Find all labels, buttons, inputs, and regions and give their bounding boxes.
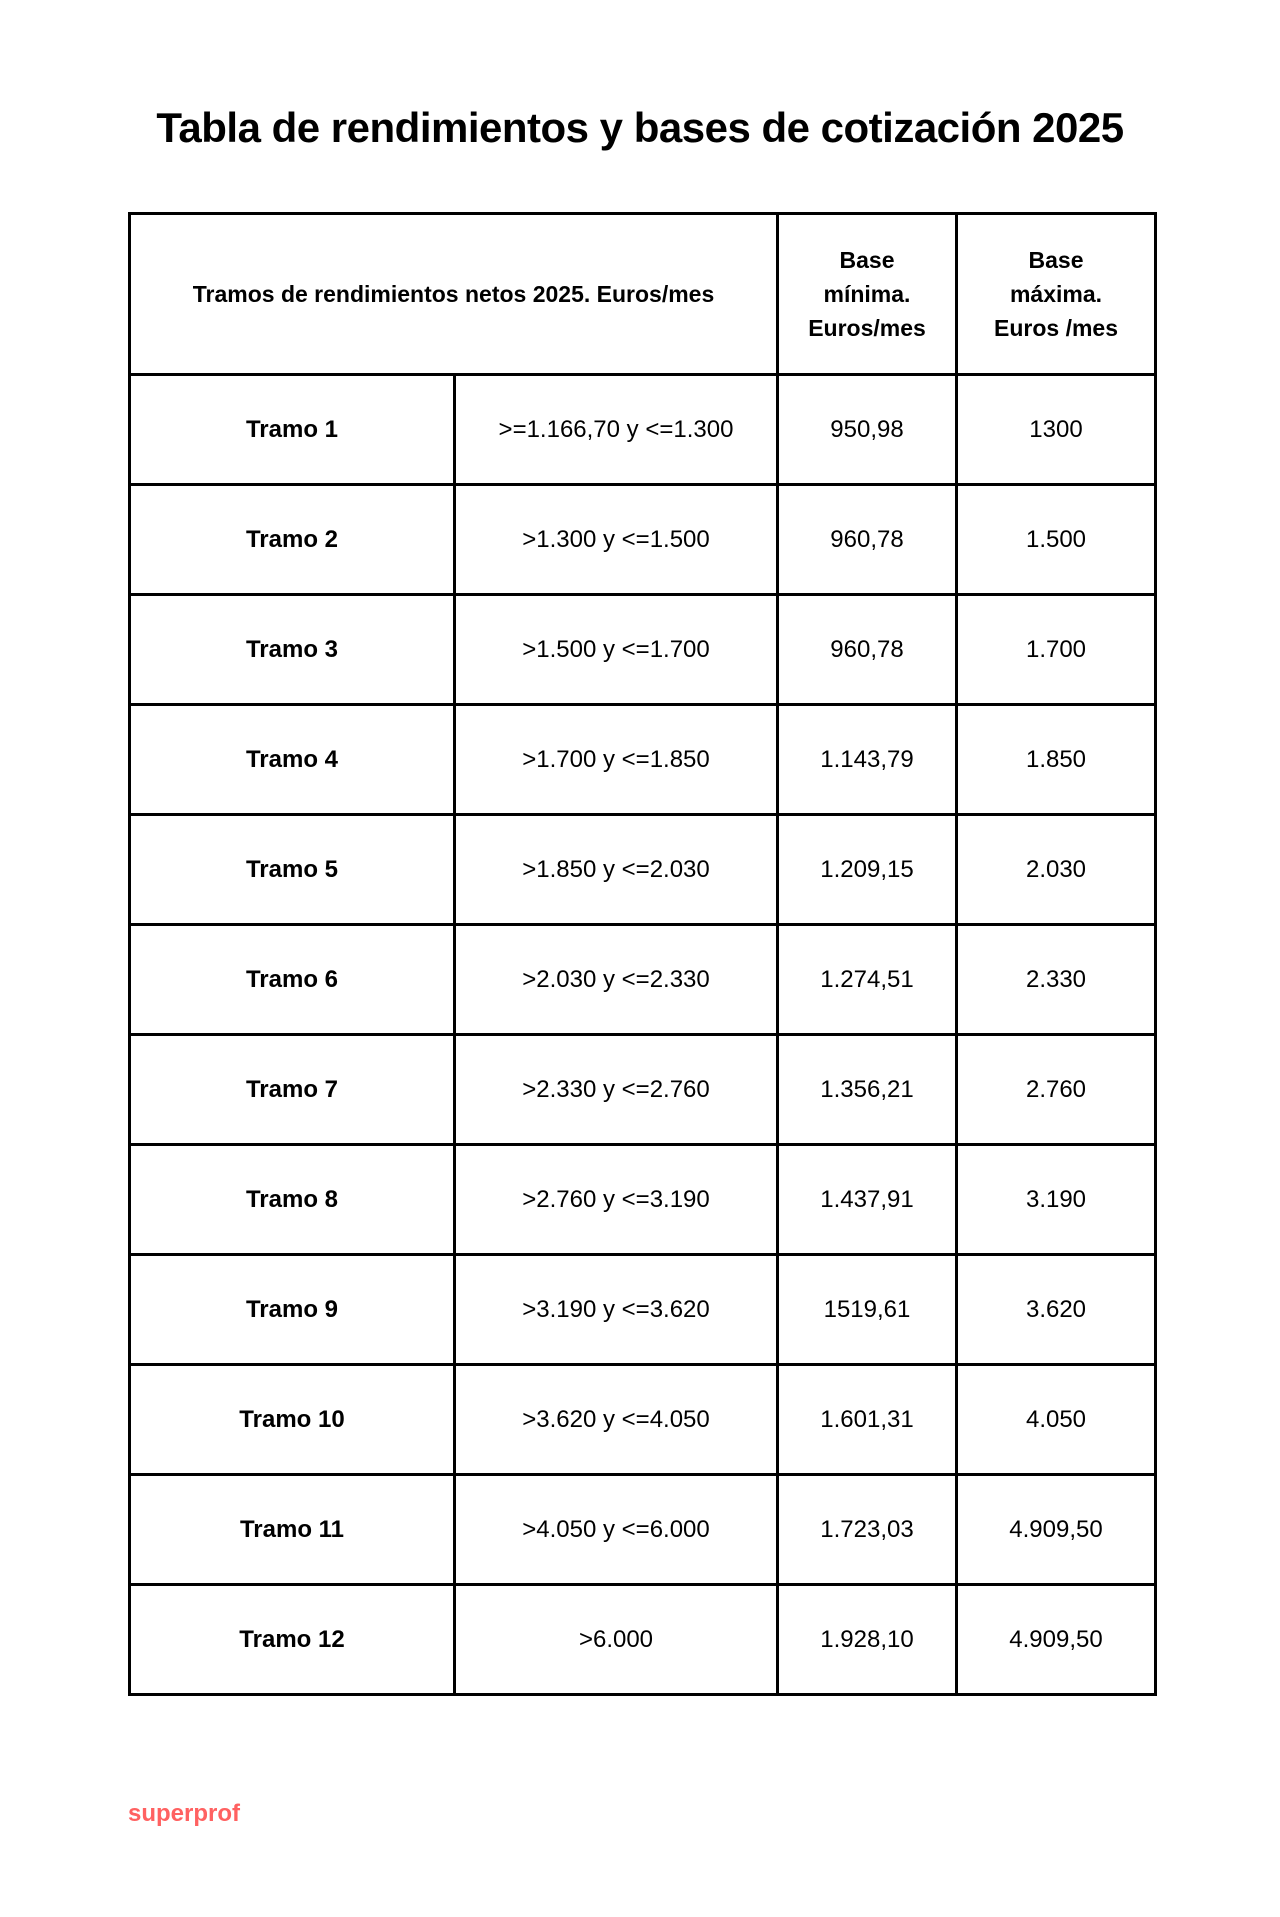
tramo-range: >2.330 y <=2.760 <box>455 1035 778 1145</box>
tramo-label: Tramo 10 <box>130 1365 455 1475</box>
tramo-label: Tramo 2 <box>130 485 455 595</box>
table-row <box>130 1255 1156 1365</box>
header-base-minima-line: mínima. <box>823 281 911 307</box>
tramo-label: Tramo 3 <box>130 595 455 705</box>
base-maxima-value: 4.909,50 <box>957 1475 1156 1585</box>
table-header-row <box>130 214 1156 375</box>
base-maxima-value: 3.620 <box>957 1255 1156 1365</box>
base-minima-value: 1.356,21 <box>778 1035 957 1145</box>
table-row <box>130 1035 1156 1145</box>
tramo-label: Tramo 1 <box>130 375 455 485</box>
table-row <box>130 1585 1156 1695</box>
superprof-logo: superprof <box>128 1800 241 1827</box>
header-base-minima <box>778 214 957 375</box>
tramo-range: >4.050 y <=6.000 <box>455 1475 778 1585</box>
base-maxima-value: 1.500 <box>957 485 1156 595</box>
base-minima-value: 1.274,51 <box>778 925 957 1035</box>
table-row <box>130 375 1156 485</box>
tramo-range: >1.700 y <=1.850 <box>455 705 778 815</box>
tramo-label: Tramo 4 <box>130 705 455 815</box>
base-minima-value: 1.209,15 <box>778 815 957 925</box>
tramo-label: Tramo 7 <box>130 1035 455 1145</box>
header-base-minima-line: Euros/mes <box>808 315 926 341</box>
tramo-range: >1.500 y <=1.700 <box>455 595 778 705</box>
tramo-label: Tramo 12 <box>130 1585 455 1695</box>
base-minima-value: 960,78 <box>778 485 957 595</box>
tramo-range: >3.190 y <=3.620 <box>455 1255 778 1365</box>
base-minima-value: 1.928,10 <box>778 1585 957 1695</box>
table-row <box>130 1475 1156 1585</box>
page-title: Tabla de rendimientos y bases de cotización 2025 <box>156 104 1124 151</box>
header-base-maxima <box>957 214 1156 375</box>
base-maxima-value: 2.330 <box>957 925 1156 1035</box>
base-maxima-value: 1.850 <box>957 705 1156 815</box>
base-minima-value: 1.601,31 <box>778 1365 957 1475</box>
header-base-minima-line: Base <box>839 247 895 273</box>
tramo-label: Tramo 5 <box>130 815 455 925</box>
tramo-label: Tramo 9 <box>130 1255 455 1365</box>
base-minima-value: 1.723,03 <box>778 1475 957 1585</box>
base-minima-value: 960,78 <box>778 595 957 705</box>
table-row <box>130 1365 1156 1475</box>
base-minima-value: 950,98 <box>778 375 957 485</box>
base-minima-value: 1.437,91 <box>778 1145 957 1255</box>
base-maxima-value: 3.190 <box>957 1145 1156 1255</box>
base-maxima-value: 2.030 <box>957 815 1156 925</box>
base-maxima-value: 2.760 <box>957 1035 1156 1145</box>
header-base-maxima-line: máxima. <box>1009 281 1103 307</box>
tramo-range: >2.030 y <=2.330 <box>455 925 778 1035</box>
base-maxima-value: 1300 <box>957 375 1156 485</box>
table-row <box>130 1145 1156 1255</box>
base-minima-value: 1.143,79 <box>778 705 957 815</box>
base-maxima-value: 1.700 <box>957 595 1156 705</box>
contribution-table <box>128 212 1157 1696</box>
header-tramos: Tramos de rendimientos netos 2025. Euros/mes <box>130 214 778 375</box>
base-maxima-value: 4.909,50 <box>957 1585 1156 1695</box>
tramo-range: >=1.166,70 y <=1.300 <box>455 375 778 485</box>
base-minima-value: 1519,61 <box>778 1255 957 1365</box>
table-row <box>130 705 1156 815</box>
header-base-maxima-line: Base <box>1028 247 1084 273</box>
table-row <box>130 815 1156 925</box>
tramo-range: >1.300 y <=1.500 <box>455 485 778 595</box>
header-base-maxima-line: Euros /mes <box>994 315 1118 341</box>
table-row <box>130 595 1156 705</box>
tramo-range: >6.000 <box>455 1585 778 1695</box>
tramo-label: Tramo 6 <box>130 925 455 1035</box>
table-row <box>130 485 1156 595</box>
tramo-range: >1.850 y <=2.030 <box>455 815 778 925</box>
tramo-label: Tramo 8 <box>130 1145 455 1255</box>
table-row <box>130 925 1156 1035</box>
base-maxima-value: 4.050 <box>957 1365 1156 1475</box>
tramo-range: >2.760 y <=3.190 <box>455 1145 778 1255</box>
tramo-label: Tramo 11 <box>130 1475 455 1585</box>
tramo-range: >3.620 y <=4.050 <box>455 1365 778 1475</box>
